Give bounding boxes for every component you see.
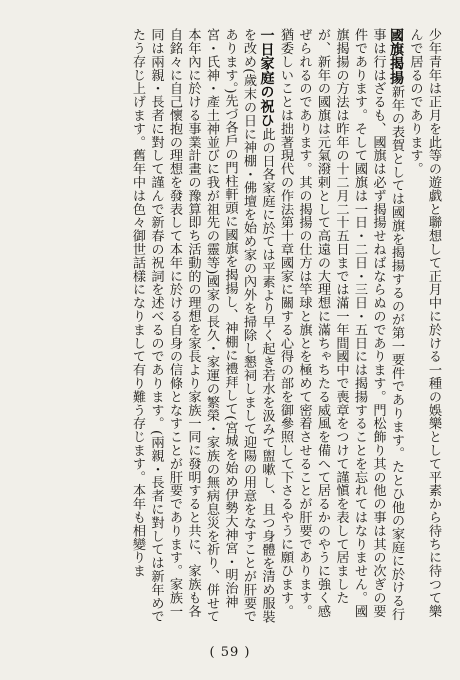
paragraph-new-year-day xyxy=(128,28,276,628)
section-heading-flag: 國旗揭揚 xyxy=(388,28,404,85)
paragraph-text: 此の日各家庭に於ては平素より早く起き若水を汲みて盥嗽し、且つ身體を清め服裝を改め(歲末の日に神棚・佛壇を始め家の內外を掃除し懇祠しまして迎陽の用意をなすことが肝要であります。)先づ各戶の門柱軒頭に國旗を揭揚し、神棚に禮拜して(宮城を始め伊勢大神宮・明治神宮・氏神・產土神並びに我が祖先の靈等)國家の長久・家運の繁榮・家族の無病息災を祈り、併せて本年內に於ける事業計畫の豫算即ち活動的の理想を家長より家族一同に發明すると共に、家族も各自銘々に自己懷抱の理想を發表して本年に於ける自身の信條となすことが肝要であります。家族一同は兩親・長者に對して謹んで新春の祝詞を述べるのであります。(兩親・長者に對しては新年めでたう存じ上げます。舊年中は色々御世話樣になりまして有り難う存じます。本年も相變りま xyxy=(130,28,275,624)
paragraph-intro xyxy=(405,28,442,628)
page-number: ( 59 ) xyxy=(209,645,251,660)
paragraph-text: 少年青年は正月を此等の遊戯と聯想して正月中に於ける一種の娛樂として平素から待ちに待つて樂んで居るのであります。 xyxy=(407,28,441,618)
section-heading-new-year-day: 一日家庭の祝ひ xyxy=(258,28,275,128)
paragraph-text: 新年の表賀としては國旗を揭揚するのが第一要件であります。たとひ他の家庭に於ける行事は行はざるも、國旗は必ず揭揚せねばならぬのであります。門松飾り其の他の事は其の次ぎの要件であります。そして國旗は一日・二日・三日・五日には揭揚することを忘れてはなりません。國旗揭揚の方法は昨年の十二月二十五日までは滿一年間國中で喪章をつけて謹愼を表して居ましたが、新年の國旗は元氣潑剌として高遠の大理想に滿ちゃちたる威風を備へて居るかのやうに強く感ぜられるのであります。其の揭揚の仕方は竿球と旗とを極めて密着させることが肝要であります。猶委しいことは拙著現代の作法第十章國家に關する心得の部を御參照して下さるやうに願ひます。 xyxy=(278,28,404,621)
vertical-text-body xyxy=(26,28,442,628)
paragraph-flag xyxy=(276,28,406,628)
